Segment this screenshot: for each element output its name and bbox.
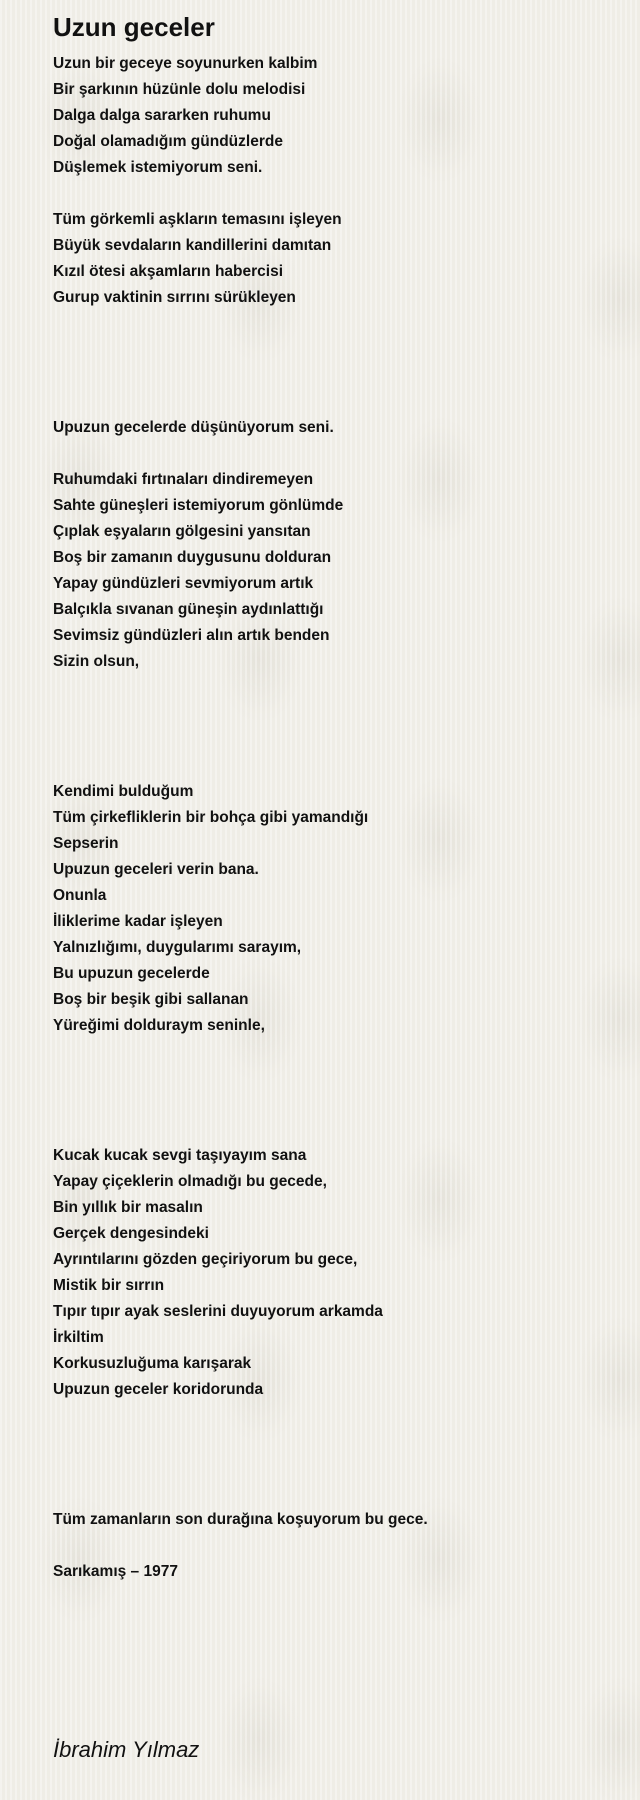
poem-line: Doğal olamadığım gündüzlerde [53, 133, 283, 150]
stanza-gap [53, 441, 613, 467]
poem-line: Bin yıllık bir masalın [53, 1199, 203, 1216]
poem-line: Tüm zamanların son durağına koşuyorum bu gece. [53, 1511, 428, 1528]
poem-line: Sevimsiz gündüzleri alın artık benden [53, 627, 330, 644]
poem-line: Upuzun geceleri verin bana. [53, 861, 259, 878]
poem-line: Tüm görkemli aşkların temasını işleyen [53, 211, 342, 228]
poem-line: Çıplak eşyaların gölgesini yansıtan [53, 523, 311, 540]
poem-line: Boş bir zamanın duygusunu dolduran [53, 549, 332, 566]
poem-line: Tıpır tıpır ayak seslerini duyuyorum arkamda [53, 1303, 383, 1320]
stanza-gap [53, 1039, 613, 1143]
poem-title: Uzun geceler [53, 12, 215, 42]
poem-body [53, 51, 613, 1585]
poem-line: Kızıl ötesi akşamların habercisi [53, 263, 284, 280]
poem-line: Upuzun gecelerde düşünüyorum seni. [53, 419, 334, 436]
stanza-gap [53, 181, 613, 207]
poem-line: İrkiltim [53, 1329, 104, 1346]
stanza-2 [53, 207, 613, 311]
poem-line: Sarıkamış – 1977 [53, 1563, 178, 1580]
stanza-6 [53, 1143, 613, 1403]
poem-line: Yapay gündüzleri sevmiyorum artık [53, 575, 314, 592]
stanza-gap [53, 1533, 613, 1559]
poem-line: İliklerime kadar işleyen [53, 913, 223, 930]
poem-line: Yapay çiçeklerin olmadığı bu gecede, [53, 1173, 327, 1190]
poem-line: Boş bir beşik gibi sallanan [53, 991, 249, 1008]
poem-place-date [53, 1559, 613, 1585]
poem-line: Sepserin [53, 835, 119, 852]
poem-line: Düşlemek istemiyorum seni. [53, 159, 263, 176]
poem-line: Kendimi bulduğum [53, 783, 194, 800]
stanza-gap [53, 1403, 613, 1507]
stanza-4 [53, 467, 613, 675]
author-signature: İbrahim Yılmaz [53, 1737, 200, 1762]
poem-line: Sizin olsun, [53, 653, 140, 670]
stanza-7 [53, 1507, 613, 1533]
stanza-5 [53, 779, 613, 1039]
poem-line: Balçıkla sıvanan güneşin aydınlattığı [53, 601, 324, 618]
poem-line: Bu upuzun gecelerde [53, 965, 210, 982]
stanza-gap [53, 675, 613, 779]
poem-line: Gerçek dengesindeki [53, 1225, 209, 1242]
poem-line: Onunla [53, 887, 107, 904]
poem-line: Ayrıntılarını gözden geçiriyorum bu gece, [53, 1251, 358, 1268]
poem-line: Yalnızlığımı, duygularımı sarayım, [53, 939, 302, 956]
poem-line: Uzun bir geceye soyunurken kalbim [53, 55, 318, 72]
poem-line: Kucak kucak sevgi taşıyayım sana [53, 1147, 307, 1164]
poem-line: Upuzun geceler koridorunda [53, 1381, 264, 1398]
poem-line: Bir şarkının hüzünle dolu melodisi [53, 81, 306, 98]
poem-line: Mistik bir sırrın [53, 1277, 165, 1294]
poem-line: Yüreğimi dolduraym seninle, [53, 1017, 265, 1034]
poem-line: Tüm çirkefliklerin bir bohça gibi yamandığı [53, 809, 369, 826]
poem-line: Sahte güneşleri istemiyorum gönlümde [53, 497, 344, 514]
stanza-gap [53, 311, 613, 415]
stanza-1 [53, 51, 613, 181]
poem-line: Korkusuzluğuma karışarak [53, 1355, 252, 1372]
poem-line: Büyük sevdaların kandillerini damıtan [53, 237, 332, 254]
poem-line: Dalga dalga sararken ruhumu [53, 107, 271, 124]
poem-line: Gurup vaktinin sırrını sürükleyen [53, 289, 296, 306]
poem-line: Ruhumdaki fırtınaları dindiremeyen [53, 471, 314, 488]
stanza-3 [53, 415, 613, 441]
